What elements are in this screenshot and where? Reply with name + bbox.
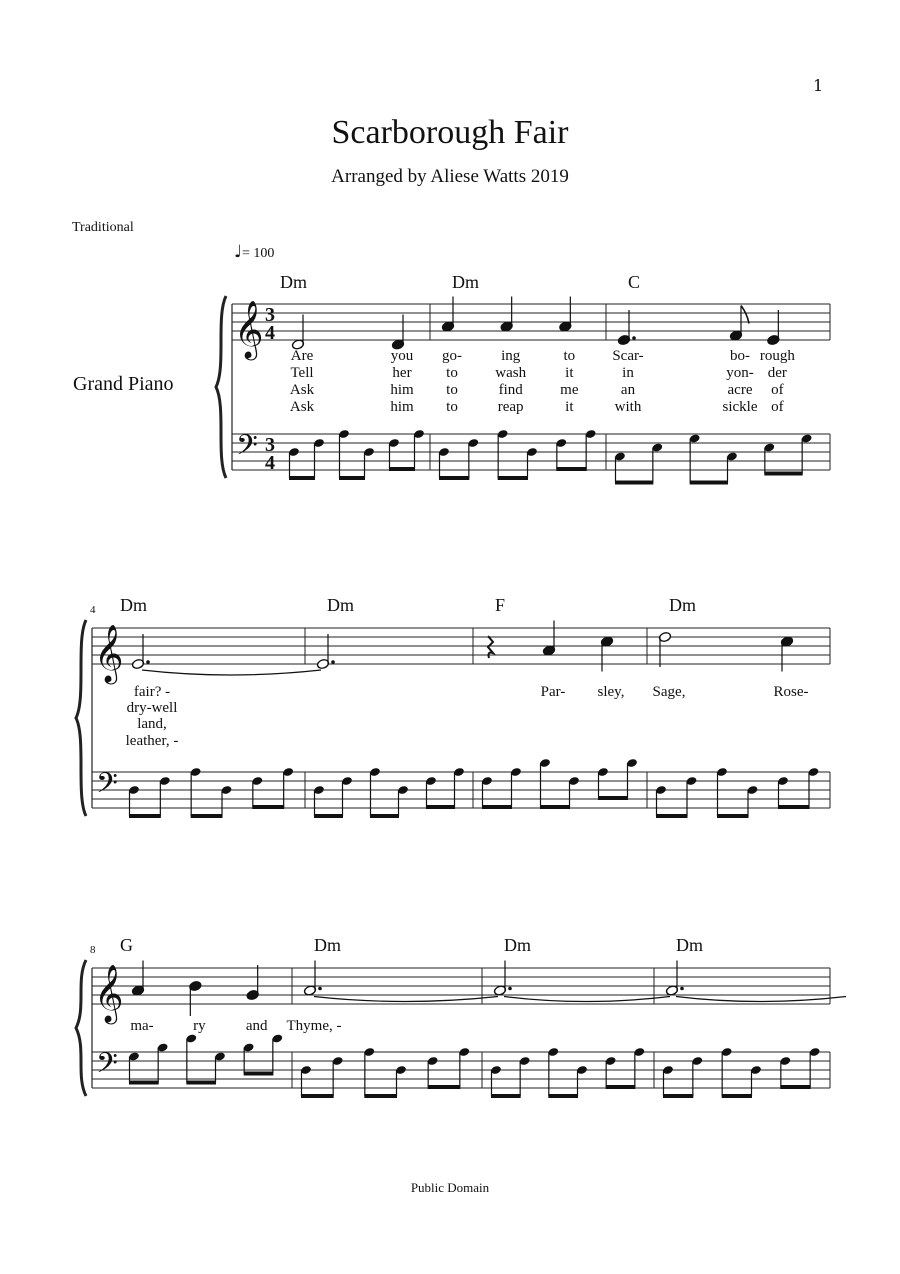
lyric-syllable: leather, -: [125, 733, 179, 749]
bass-clef-icon: 𝄢: [96, 769, 118, 806]
bass-clef-icon: 𝄢: [236, 431, 258, 468]
time-signature-bottom: 4: [265, 322, 275, 344]
lyric-syllable: her: [392, 365, 412, 381]
lyric-syllable: Tell: [290, 365, 314, 381]
chord-symbol: Dm: [676, 935, 703, 955]
chord-symbol: Dm: [120, 595, 147, 615]
measure-number: 8: [90, 944, 96, 956]
measure-number: 4: [90, 604, 96, 616]
chord-symbol: Dm: [669, 595, 696, 615]
lyric-syllable: bo-: [730, 348, 750, 364]
note-dot: [146, 660, 150, 664]
chord-symbol: F: [495, 595, 506, 615]
lyric-syllable: and: [245, 1018, 268, 1034]
lyric-syllable: Scar-: [612, 348, 644, 364]
chord-symbol: Dm: [280, 272, 307, 292]
bass-clef-icon: 𝄢: [96, 1049, 118, 1086]
grand-staff-brace: [216, 296, 226, 478]
lyric-syllable: him: [390, 382, 414, 398]
lyric-syllable: you: [390, 348, 414, 364]
lyric-syllable: Sage,: [652, 684, 686, 700]
chord-symbol: C: [628, 272, 641, 292]
tie: [314, 997, 498, 1002]
tie: [676, 997, 846, 1002]
lyric-syllable: to: [446, 382, 458, 398]
lyric-syllable: an: [620, 382, 636, 398]
score-subtitle: Arranged by Aliese Watts 2019: [331, 166, 569, 187]
instrument-name: Grand Piano: [73, 373, 174, 395]
tie: [504, 997, 670, 1002]
note-dot: [632, 336, 636, 340]
lyric-syllable: ma-: [130, 1018, 154, 1034]
note-dot: [318, 987, 322, 991]
lyric-syllable: of: [771, 382, 784, 398]
treble-clef-icon: 𝄞: [94, 625, 124, 681]
grand-staff-brace: [76, 620, 86, 816]
lyric-syllable: to: [446, 365, 458, 381]
lyric-syllable: him: [390, 399, 414, 415]
lyric-syllable: Par-: [540, 684, 566, 700]
page-number: 1: [813, 76, 824, 95]
lyric-syllable: fair? -: [133, 684, 171, 700]
lyric-syllable: Are: [290, 348, 314, 364]
lyric-syllable: ry: [193, 1018, 206, 1034]
chord-symbol: Dm: [504, 935, 531, 955]
lyric-syllable: me: [560, 382, 579, 398]
lyric-syllable: Ask: [289, 382, 315, 398]
lyric-syllable: land,: [137, 716, 167, 732]
lyric-syllable: to: [446, 399, 458, 415]
lyric-syllable: it: [565, 365, 574, 381]
lyric-syllable: in: [622, 365, 634, 381]
note-dot: [508, 987, 512, 991]
note-flag: [741, 306, 749, 324]
lyric-syllable: sickle: [722, 399, 758, 415]
lyric-syllable: to: [563, 348, 576, 364]
chord-symbol: G: [120, 935, 133, 955]
treble-clef-icon: 𝄞: [234, 301, 264, 357]
tempo-value: = 100: [242, 246, 275, 261]
lyric-syllable: of: [771, 399, 784, 415]
note-dot: [331, 660, 335, 664]
grand-staff-brace: [76, 960, 86, 1096]
time-signature-top: 3: [265, 434, 275, 456]
lyric-syllable: go-: [442, 348, 462, 364]
lyric-syllable: reap: [497, 399, 524, 415]
lyric-syllable: find: [498, 382, 523, 398]
lyric-syllable: Ask: [289, 399, 315, 415]
lyric-syllable: wash: [495, 365, 527, 381]
chord-symbol: Dm: [327, 595, 354, 615]
lyric-syllable: acre: [727, 382, 753, 398]
lyric-syllable: ing: [501, 348, 521, 364]
composer-credit: Traditional: [72, 220, 134, 235]
lyric-syllable: der: [767, 365, 787, 381]
note-dot: [680, 987, 684, 991]
treble-clef-icon: 𝄞: [94, 965, 124, 1021]
tie: [142, 670, 321, 675]
time-signature-bottom: 4: [265, 452, 275, 474]
time-signature-top: 3: [265, 304, 275, 326]
copyright-footer: Public Domain: [410, 1180, 490, 1195]
lyric-syllable: Rose-: [773, 684, 809, 700]
lyric-syllable: it: [565, 399, 574, 415]
chord-symbol: Dm: [452, 272, 479, 292]
lyric-syllable: Thyme, -: [286, 1018, 342, 1034]
chord-symbol: Dm: [314, 935, 341, 955]
lyric-syllable: sley,: [597, 684, 625, 700]
lyric-syllable: with: [614, 399, 642, 415]
lyric-syllable: dry-well: [126, 700, 178, 716]
quarter-note-icon: ♩: [234, 242, 243, 262]
score-title: Scarborough Fair: [331, 114, 569, 151]
lyric-syllable: yon-: [726, 365, 754, 381]
lyric-syllable: rough: [759, 348, 795, 364]
